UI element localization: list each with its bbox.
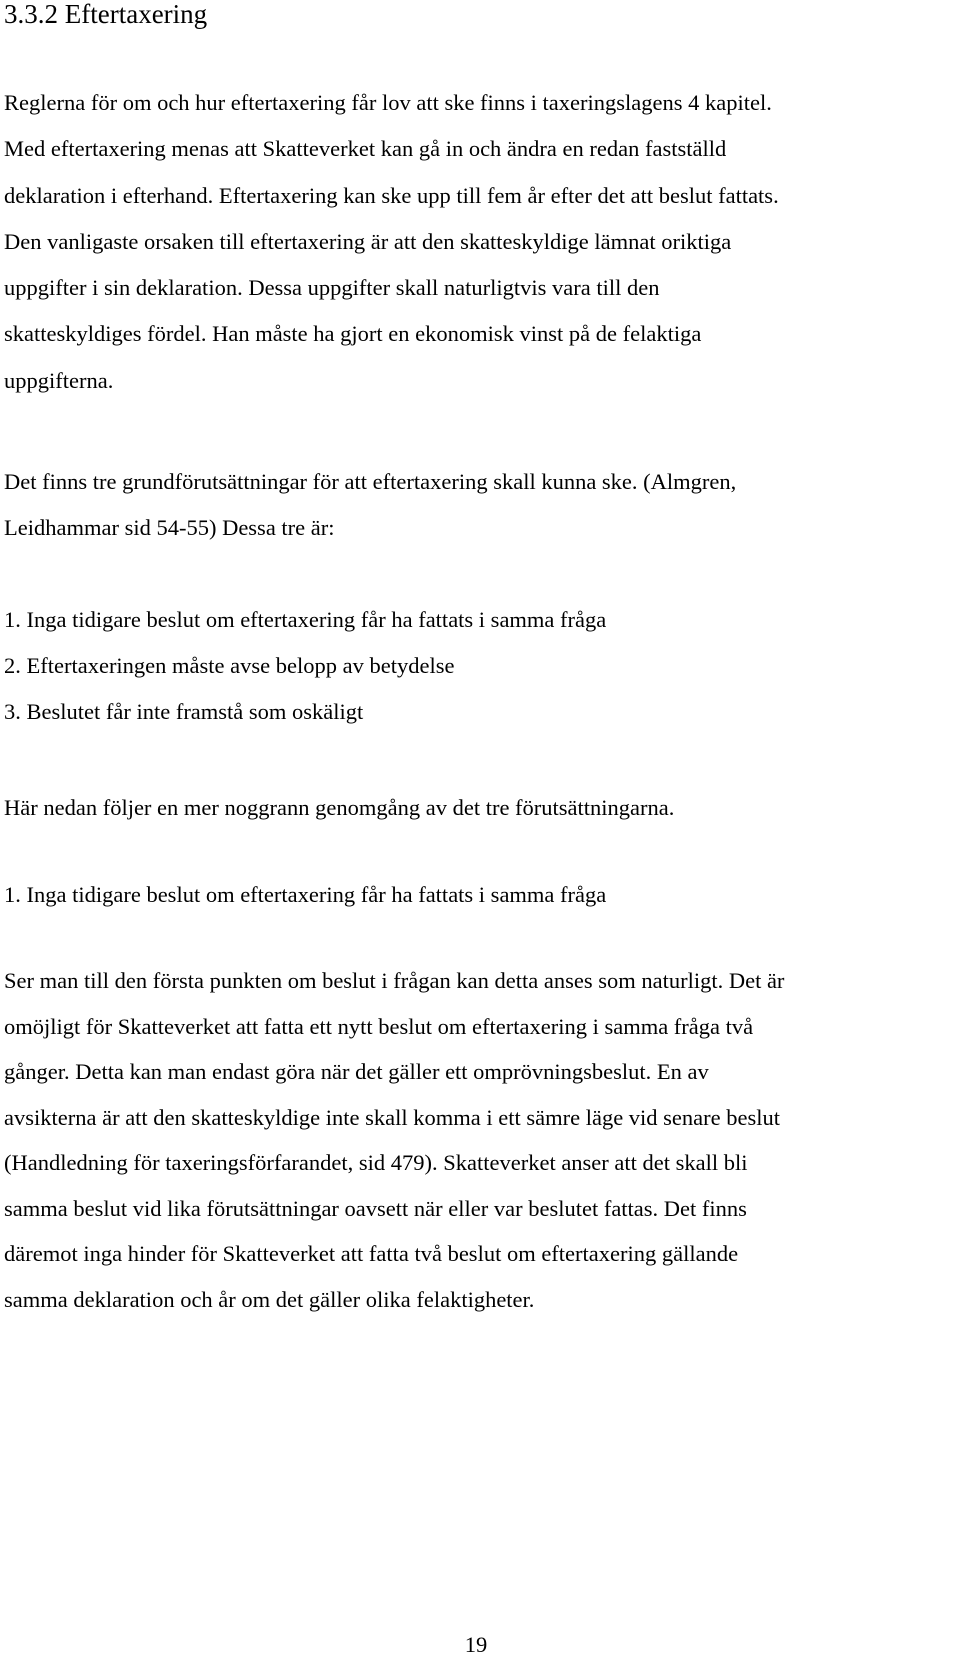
list-item: 2. Eftertaxeringen måste avse belopp av betydelse (4, 653, 455, 678)
page-number: 19 (464, 1632, 488, 1657)
text-line: däremot inga hinder för Skatteverket att fatta två beslut om eftertaxering gällande (4, 1241, 739, 1266)
section-heading: 3.3.2 Eftertaxering (4, 0, 208, 29)
paragraph-conditions-intro (4, 459, 954, 552)
text-line: Med eftertaxering menas att Skatteverket kan gå in och ändra en redan fastställd (4, 136, 727, 162)
list-item: 1. Inga tidigare beslut om eftertaxering får ha fattats i samma fråga (4, 607, 607, 632)
paragraph-intro (4, 80, 954, 404)
text-line: Reglerna för om och hur eftertaxering får lov att ske finns i taxeringslagens 4 kapitel. (4, 90, 772, 115)
text-line: deklaration i efterhand. Eftertaxering kan ske upp till fem år efter det att beslut fattats. (4, 182, 779, 208)
text-line: omöjligt för Skatteverket att fatta ett nytt beslut om eftertaxering i samma fråga två (4, 1013, 754, 1039)
text-line: samma beslut vid lika förutsättningar oavsett när eller var beslutet fattas. Det finns (4, 1195, 747, 1221)
text-line: Det finns tre grundförutsättningar för att eftertaxering skall kunna ske. (Almgren, (4, 469, 737, 494)
text-line: Ser man till den första punkten om beslut i frågan kan detta anses som naturligt. Det är (4, 968, 785, 993)
text-line: skatteskyldiges fördel. Han måste ha gjort en ekonomisk vinst på de felaktiga (4, 321, 702, 347)
text-line: gånger. Detta kan man endast göra när det gäller ett omprövningsbeslut. En av (4, 1059, 709, 1084)
text-line: Leidhammar sid 54-55) Dessa tre är: (4, 515, 335, 541)
text-line: samma deklaration och år om det gäller olika felaktigheter. (4, 1286, 535, 1312)
conditions-list (4, 597, 606, 735)
subheading-condition-1: 1. Inga tidigare beslut om eftertaxering får ha fattats i samma fråga (4, 882, 607, 907)
text-line: uppgifter i sin deklaration. Dessa uppgifter skall naturligtvis vara till den (4, 275, 660, 301)
text-line: avsikterna är att den skatteskyldige inte skall komma i ett sämre läge vid senare beslut (4, 1104, 781, 1130)
paragraph-condition-1-body (4, 958, 954, 1322)
text-line: uppgifterna. (4, 367, 114, 393)
text-line: Den vanligaste orsaken till eftertaxering är att den skatteskyldige lämnat oriktiga (4, 228, 732, 254)
text-line: (Handledning för taxeringsförfarandet, sid 479). Skatteverket anser att det skall bli (4, 1150, 748, 1175)
paragraph-transition: Här nedan följer en mer noggrann genomgång av det tre förutsättningarna. (4, 795, 675, 820)
list-item: 3. Beslutet får inte framstå som oskäligt (4, 699, 364, 724)
